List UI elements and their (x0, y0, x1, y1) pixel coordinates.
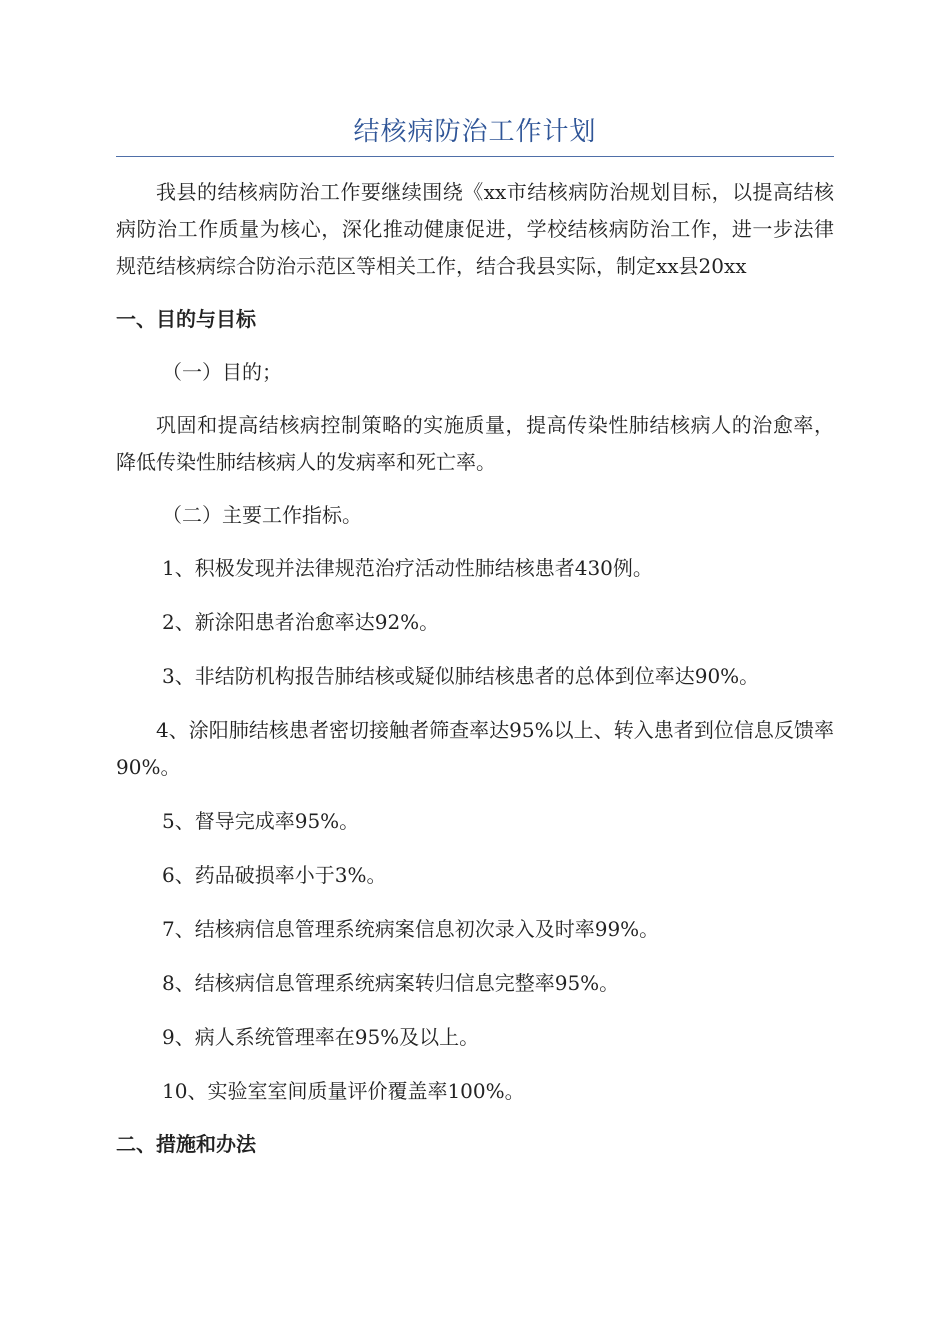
indicator-item-5: 5、督导完成率95%。 (162, 809, 360, 833)
indicator-item-8: 8、结核病信息管理系统病案转归信息完整率95%。 (162, 971, 620, 995)
indicator-item-7: 7、结核病信息管理系统病案信息初次录入及时率99%。 (162, 917, 660, 941)
subheading-purpose: （一）目的； (162, 360, 282, 384)
subheading-indicators: （二）主要工作指标。 (162, 503, 362, 527)
indicator-item-6: 6、药品破损率小于3%。 (162, 863, 387, 887)
purpose-paragraph: 巩固和提高结核病控制策略的实施质量，提高传染性肺结核病人的治愈率，降低传染性肺结核病人的发病率和死亡率。 (116, 413, 834, 474)
section-heading-1: 一、目的与目标 (116, 307, 256, 331)
intro-paragraph: 我县的结核病防治工作要继续围绕《xx市结核病防治规划目标，以提高结核病防治工作质量为核心，深化推动健康促进，学校结核病防治工作，进一步法律规范结核病综合防治示范区等相关工作，结合我县实际，制定xx县20xx (116, 180, 834, 278)
indicator-item-10: 10、实验室室间质量评价覆盖率100%。 (162, 1079, 525, 1103)
section-heading-2: 二、措施和办法 (116, 1132, 256, 1156)
indicator-item-1: 1、积极发现并法律规范治疗活动性肺结核患者430例。 (162, 556, 653, 580)
document-body (116, 174, 834, 1163)
indicator-item-2: 2、新涂阳患者治愈率达92%。 (162, 610, 440, 634)
indicator-item-3: 3、非结防机构报告肺结核或疑似肺结核患者的总体到位率达90%。 (162, 664, 760, 688)
document-title: 结核病防治工作计划 (353, 117, 597, 147)
title-block (116, 112, 834, 157)
indicator-item-4: 4、涂阳肺结核患者密切接触者筛查率达95%以上、转入患者到位信息反馈率90%。 (116, 718, 834, 779)
indicator-item-9: 9、病人系统管理率在95%及以上。 (162, 1025, 480, 1049)
